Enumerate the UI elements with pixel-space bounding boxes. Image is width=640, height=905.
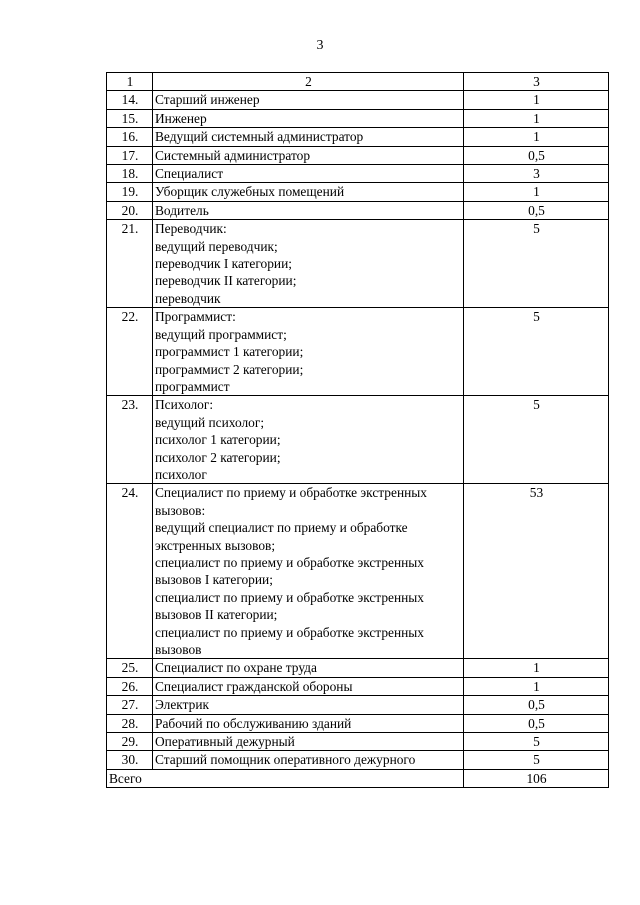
total-value: 106 (464, 769, 609, 787)
position-name-line: программист (155, 378, 230, 394)
staff-table-body (107, 73, 609, 788)
table-row (107, 714, 609, 732)
position-name (153, 146, 464, 164)
row-number: 17. (107, 146, 153, 164)
position-name-line: Инженер (155, 110, 207, 126)
staff-quantity: 0,5 (464, 696, 609, 714)
staff-quantity: 1 (464, 677, 609, 695)
row-number: 20. (107, 201, 153, 219)
table-header-row (107, 73, 609, 91)
position-name (153, 733, 464, 751)
staff-quantity: 0,5 (464, 714, 609, 732)
position-name-line: Старший помощник оперативного дежурного (155, 752, 416, 768)
position-name-line: Специалист (155, 166, 224, 182)
position-name-line: Водитель (155, 202, 209, 218)
position-name-line: Специалист по охране труда (155, 660, 317, 676)
table-row (107, 733, 609, 751)
row-number: 22. (107, 308, 153, 396)
row-number: 19. (107, 183, 153, 201)
position-name-line: вызовов II категории; (155, 607, 278, 623)
position-name-line: Психолог: (155, 397, 214, 413)
row-number: 27. (107, 696, 153, 714)
position-name-line: Уборщик служебных помещений (155, 184, 345, 200)
row-number: 18. (107, 165, 153, 183)
position-name-line: переводчик I категории; (155, 256, 292, 272)
position-name-line: психолог (155, 466, 207, 482)
position-name-line: ведущий переводчик; (155, 238, 278, 254)
table-row (107, 109, 609, 127)
table-row (107, 484, 609, 659)
table-row (107, 696, 609, 714)
row-number: 26. (107, 677, 153, 695)
position-name (153, 109, 464, 127)
table-row (107, 165, 609, 183)
row-number: 15. (107, 109, 153, 127)
position-name (153, 220, 464, 308)
total-label: Всего (107, 769, 464, 787)
table-row (107, 220, 609, 308)
position-name-line: вызовов I категории; (155, 572, 273, 588)
staff-quantity: 5 (464, 733, 609, 751)
staff-quantity: 5 (464, 751, 609, 769)
row-number: 24. (107, 484, 153, 659)
position-name-line: Системный администратор (155, 147, 311, 163)
row-number: 14. (107, 91, 153, 109)
table-row (107, 91, 609, 109)
table-row (107, 677, 609, 695)
staff-quantity: 3 (464, 165, 609, 183)
position-name-line: ведущий программист; (155, 326, 287, 342)
table-row (107, 308, 609, 396)
position-name-line: ведущий психолог; (155, 414, 265, 430)
position-name-line: Оперативный дежурный (155, 734, 295, 750)
position-name-line: вызовов: (155, 502, 206, 518)
position-name-line: специалист по приему и обработке экстренных (155, 624, 424, 640)
position-name-line: Программист: (155, 309, 236, 325)
position-name-line: Старший инженер (155, 92, 260, 108)
total-row (107, 769, 609, 787)
position-name-line: переводчик (155, 290, 221, 306)
staff-quantity: 1 (464, 109, 609, 127)
position-name (153, 696, 464, 714)
position-name (153, 183, 464, 201)
row-number: 28. (107, 714, 153, 732)
table-row (107, 751, 609, 769)
staff-quantity: 5 (464, 220, 609, 308)
staff-table (106, 72, 609, 788)
staff-quantity: 1 (464, 91, 609, 109)
position-name-line: программист 2 категории; (155, 361, 304, 377)
staff-quantity: 0,5 (464, 146, 609, 164)
table-row (107, 659, 609, 677)
table-row (107, 201, 609, 219)
row-number: 30. (107, 751, 153, 769)
position-name (153, 751, 464, 769)
row-number: 25. (107, 659, 153, 677)
position-name-line: ведущий специалист по приему и обработке (155, 520, 408, 536)
position-name-line: Специалист по приему и обработке экстренных (155, 485, 427, 501)
staff-quantity: 1 (464, 183, 609, 201)
position-name (153, 677, 464, 695)
table-row (107, 146, 609, 164)
header-col-1: 1 (107, 73, 153, 91)
position-name-line: Специалист гражданской обороны (155, 678, 353, 694)
header-col-3: 3 (464, 73, 609, 91)
table-row (107, 396, 609, 484)
position-name (153, 659, 464, 677)
table-row (107, 183, 609, 201)
position-name (153, 165, 464, 183)
position-name (153, 714, 464, 732)
position-name-line: вызовов (155, 642, 202, 657)
position-name-line: специалист по приему и обработке экстренных (155, 554, 424, 570)
page-number: 3 (316, 38, 324, 53)
row-number: 29. (107, 733, 153, 751)
position-name-line: Электрик (155, 697, 210, 713)
position-name (153, 201, 464, 219)
position-name (153, 128, 464, 146)
staff-quantity: 53 (464, 484, 609, 659)
position-name (153, 484, 464, 659)
position-name-line: Рабочий по обслуживанию зданий (155, 715, 352, 731)
position-name-line: программист 1 категории; (155, 344, 304, 360)
staff-quantity: 5 (464, 308, 609, 396)
position-name-line: психолог 1 категории; (155, 432, 281, 448)
staff-quantity: 5 (464, 396, 609, 484)
position-name (153, 308, 464, 396)
position-name-line: переводчик II категории; (155, 273, 297, 289)
table-row (107, 128, 609, 146)
position-name-line: специалист по приему и обработке экстренных (155, 589, 424, 605)
position-name-line: Переводчик: (155, 221, 227, 237)
staff-quantity: 1 (464, 659, 609, 677)
position-name-line: психолог 2 категории; (155, 449, 281, 465)
row-number: 23. (107, 396, 153, 484)
position-name (153, 91, 464, 109)
position-name (153, 396, 464, 484)
staff-quantity: 0,5 (464, 201, 609, 219)
position-name-line: экстренных вызовов; (155, 537, 276, 553)
header-col-2: 2 (153, 73, 464, 91)
row-number: 16. (107, 128, 153, 146)
staff-quantity: 1 (464, 128, 609, 146)
position-name-line: Ведущий системный администратор (155, 129, 364, 145)
row-number: 21. (107, 220, 153, 308)
